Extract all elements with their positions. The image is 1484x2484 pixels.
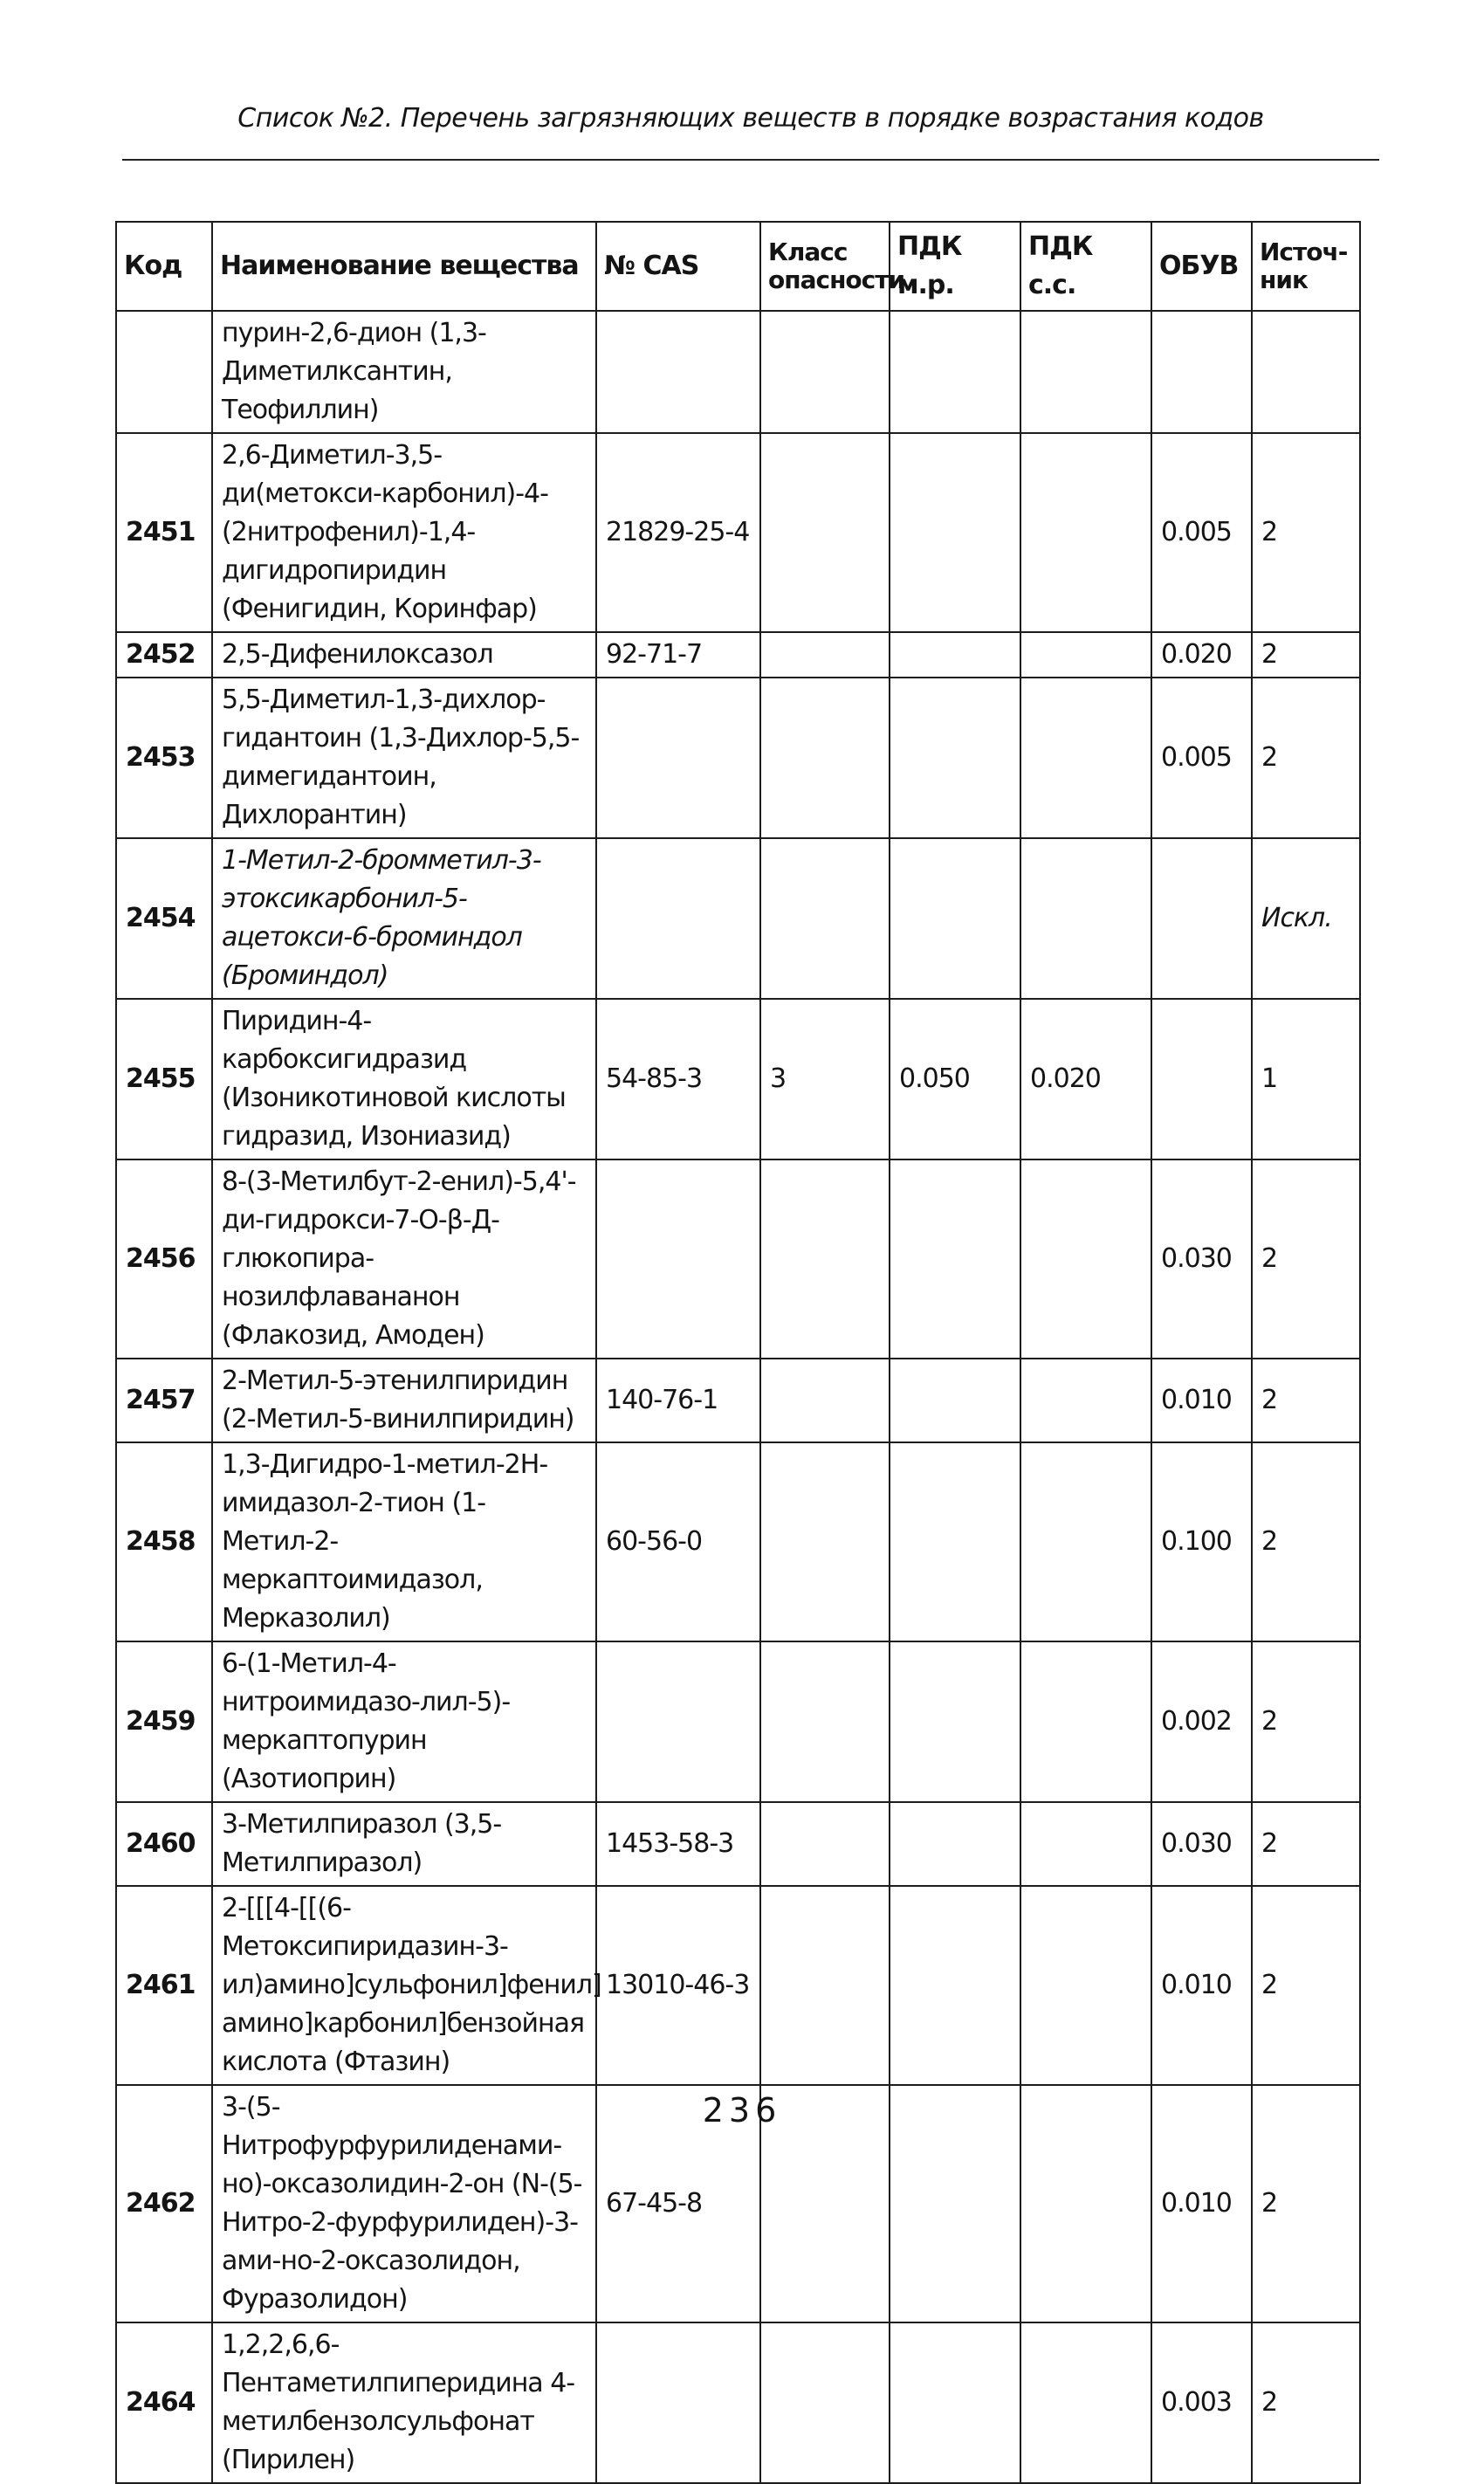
pdk-ss-cell — [1020, 1359, 1151, 1442]
obuv-cell: 0.003 — [1151, 2322, 1252, 2483]
obuv-cell: 0.005 — [1151, 678, 1252, 838]
code-cell: 2451 — [116, 433, 212, 632]
pdk-ss-cell — [1020, 838, 1151, 999]
obuv-cell — [1151, 999, 1252, 1159]
code-cell: 2459 — [116, 1641, 212, 1802]
pdk-ss-cell — [1020, 311, 1151, 433]
code-cell: 2452 — [116, 632, 212, 678]
column-header-cas: № CAS — [596, 222, 760, 311]
cas-number-cell — [596, 311, 760, 433]
obuv-cell: 0.010 — [1151, 1359, 1252, 1442]
table-row — [116, 838, 1360, 999]
table-row — [116, 311, 1360, 433]
table-row — [116, 1641, 1360, 1802]
cas-number-cell — [596, 678, 760, 838]
cas-number-cell — [596, 838, 760, 999]
code-cell: 2461 — [116, 1886, 212, 2085]
source-cell: 2 — [1252, 632, 1360, 678]
code-cell: 2460 — [116, 1802, 212, 1886]
hazard-class-cell — [760, 311, 890, 433]
column-header-name: Наименование вещества — [212, 222, 596, 311]
pdk-ss-cell — [1020, 632, 1151, 678]
table-row — [116, 1359, 1360, 1442]
code-cell: 2462 — [116, 2085, 212, 2322]
cas-number-cell: 92-71-7 — [596, 632, 760, 678]
column-header-pdk-ss: ПДК с.с. — [1020, 222, 1151, 311]
table-row — [116, 678, 1360, 838]
code-cell: 2457 — [116, 1359, 212, 1442]
pdk-mr-cell — [890, 1886, 1020, 2085]
source-cell: 2 — [1252, 1359, 1360, 1442]
hazard-class-cell — [760, 2322, 890, 2483]
code-cell: 2454 — [116, 838, 212, 999]
obuv-cell: 0.030 — [1151, 1159, 1252, 1359]
obuv-cell: 0.010 — [1151, 2085, 1252, 2322]
code-cell: 2458 — [116, 1442, 212, 1641]
pdk-mr-cell — [890, 1802, 1020, 1886]
cas-number-cell: 21829-25-4 — [596, 433, 760, 632]
source-cell: 2 — [1252, 678, 1360, 838]
table-row — [116, 433, 1360, 632]
pdk-mr-cell — [890, 838, 1020, 999]
source-cell: 2 — [1252, 1641, 1360, 1802]
substance-name-cell: 1,3-Дигидро-1-метил-2Н-имидазол-2-тион (1-Метил-2-меркаптоимидазол, Мерказолил) — [212, 1442, 596, 1641]
column-header-pdk-mr: ПДК м.р. — [890, 222, 1020, 311]
pdk-mr-cell — [890, 1641, 1020, 1802]
substance-name-cell: 2-Метил-5-этенилпиридин (2-Метил-5-винилпиридин) — [212, 1359, 596, 1442]
substance-name-cell: 3-(5-Нитрофурфурилиденами-но)-оксазолидин-2-он (N-(5-Нитро-2-фурфурилиден)-3-ами-но-2-оксазолидон, Фуразолидон) — [212, 2085, 596, 2322]
hazard-class-cell — [760, 1802, 890, 1886]
obuv-cell — [1151, 838, 1252, 999]
substance-name-cell: 5,5-Диметил-1,3-дихлор-гидантоин (1,3-Дихлор-5,5-димегидантоин, Дихлорантин) — [212, 678, 596, 838]
pdk-ss-cell — [1020, 1886, 1151, 2085]
cas-number-cell: 1453-58-3 — [596, 1802, 760, 1886]
source-cell: 2 — [1252, 2085, 1360, 2322]
column-header-source: Источ-ник — [1252, 222, 1360, 311]
cas-number-cell: 13010-46-3 — [596, 1886, 760, 2085]
pdk-ss-cell — [1020, 1641, 1151, 1802]
hazard-class-cell — [760, 433, 890, 632]
obuv-cell: 0.005 — [1151, 433, 1252, 632]
page-header: Список №2. Перечень загрязняющих веществ в порядке возрастания кодов — [237, 103, 1264, 134]
pdk-ss-cell — [1020, 1159, 1151, 1359]
hazard-class-cell — [760, 1886, 890, 2085]
substance-name-cell: пурин-2,6-дион (1,3-Диметилксантин, Теофиллин) — [212, 311, 596, 433]
pdk-mr-cell: 0.050 — [890, 999, 1020, 1159]
cas-number-cell: 140-76-1 — [596, 1359, 760, 1442]
substance-name-cell: 2,5-Дифенилоксазол — [212, 632, 596, 678]
substance-name-cell: Пиридин-4-карбоксигидразид (Изоникотиновой кислоты гидразид, Изониазид) — [212, 999, 596, 1159]
obuv-cell: 0.100 — [1151, 1442, 1252, 1641]
table-body — [116, 311, 1360, 2483]
pdk-ss-cell: 0.020 — [1020, 999, 1151, 1159]
cas-number-cell — [596, 1159, 760, 1359]
table-row — [116, 1159, 1360, 1359]
cas-number-cell: 54-85-3 — [596, 999, 760, 1159]
pdk-ss-cell — [1020, 1802, 1151, 1886]
table-row — [116, 999, 1360, 1159]
source-cell: 2 — [1252, 2322, 1360, 2483]
hazard-class-cell: 3 — [760, 999, 890, 1159]
source-cell: 2 — [1252, 1159, 1360, 1359]
pdk-mr-cell — [890, 2322, 1020, 2483]
hazard-class-cell — [760, 678, 890, 838]
source-cell — [1252, 311, 1360, 433]
table-header-row — [116, 222, 1360, 311]
pdk-mr-cell — [890, 678, 1020, 838]
pdk-ss-cell — [1020, 1442, 1151, 1641]
table-row — [116, 1442, 1360, 1641]
column-header-code: Код — [116, 222, 212, 311]
cas-number-cell — [596, 1641, 760, 1802]
pdk-mr-cell — [890, 632, 1020, 678]
obuv-cell — [1151, 311, 1252, 433]
pdk-mr-cell — [890, 1442, 1020, 1641]
column-header-hazard-class: Класс опасности — [760, 222, 890, 311]
hazard-class-cell — [760, 1359, 890, 1442]
pdk-ss-cell — [1020, 678, 1151, 838]
substance-name-cell: 8-(3-Метилбут-2-енил)-5,4'-ди-гидрокси-7-О-β-Д-глюкопира-нозилфлавананон (Флакозид, Амоден) — [212, 1159, 596, 1359]
substance-name-cell: 3-Метилпиразол (3,5-Метилпиразол) — [212, 1802, 596, 1886]
source-cell: 1 — [1252, 999, 1360, 1159]
hazard-class-cell — [760, 632, 890, 678]
obuv-cell: 0.020 — [1151, 632, 1252, 678]
obuv-cell: 0.030 — [1151, 1802, 1252, 1886]
code-cell — [116, 311, 212, 433]
source-cell: 2 — [1252, 1442, 1360, 1641]
table-row — [116, 2322, 1360, 2483]
header-divider — [122, 159, 1379, 161]
pdk-mr-cell — [890, 433, 1020, 632]
hazard-class-cell — [760, 838, 890, 999]
hazard-class-cell — [760, 1159, 890, 1359]
substance-name-cell: 2,6-Диметил-3,5-ди(метокси-карбонил)-4-(2нитрофенил)-1,4-дигидропиридин (Фенигидин, Коринфар) — [212, 433, 596, 632]
source-cell: Искл. — [1252, 838, 1360, 999]
pdk-ss-cell — [1020, 2322, 1151, 2483]
substances-table-container — [115, 221, 1359, 2484]
source-cell: 2 — [1252, 1886, 1360, 2085]
cas-number-cell: 67-45-8 — [596, 2085, 760, 2322]
column-header-obuv: ОБУВ — [1151, 222, 1252, 311]
substance-name-cell: 6-(1-Метил-4-нитроимидазо-лил-5)-меркаптопурин (Азотиоприн) — [212, 1641, 596, 1802]
hazard-class-cell — [760, 1641, 890, 1802]
substance-name-cell: 1-Метил-2-бромметил-3-этоксикарбонил-5-ацетокси-6-броминдол (Броминдол) — [212, 838, 596, 999]
pdk-mr-cell — [890, 311, 1020, 433]
page-number: 236 — [702, 2091, 782, 2130]
table-row — [116, 1802, 1360, 1886]
cas-number-cell — [596, 2322, 760, 2483]
hazard-class-cell — [760, 1442, 890, 1641]
obuv-cell: 0.002 — [1151, 1641, 1252, 1802]
substance-name-cell: 1,2,2,6,6-Пентаметилпиперидина 4-метилбензолсульфонат (Пирилен) — [212, 2322, 596, 2483]
substances-table — [115, 221, 1361, 2484]
source-cell: 2 — [1252, 1802, 1360, 1886]
code-cell: 2453 — [116, 678, 212, 838]
table-row — [116, 632, 1360, 678]
cas-number-cell: 60-56-0 — [596, 1442, 760, 1641]
substance-name-cell: 2-[[[4-[[(6-Метоксипиридазин-3-ил)амино]сульфонил]фенил] амино]карбонил]бензойная кислота (Фтазин) — [212, 1886, 596, 2085]
table-row — [116, 1886, 1360, 2085]
code-cell: 2456 — [116, 1159, 212, 1359]
pdk-ss-cell — [1020, 433, 1151, 632]
pdk-mr-cell — [890, 1359, 1020, 1442]
pdk-mr-cell — [890, 1159, 1020, 1359]
obuv-cell: 0.010 — [1151, 1886, 1252, 2085]
code-cell: 2455 — [116, 999, 212, 1159]
code-cell: 2464 — [116, 2322, 212, 2483]
source-cell: 2 — [1252, 433, 1360, 632]
